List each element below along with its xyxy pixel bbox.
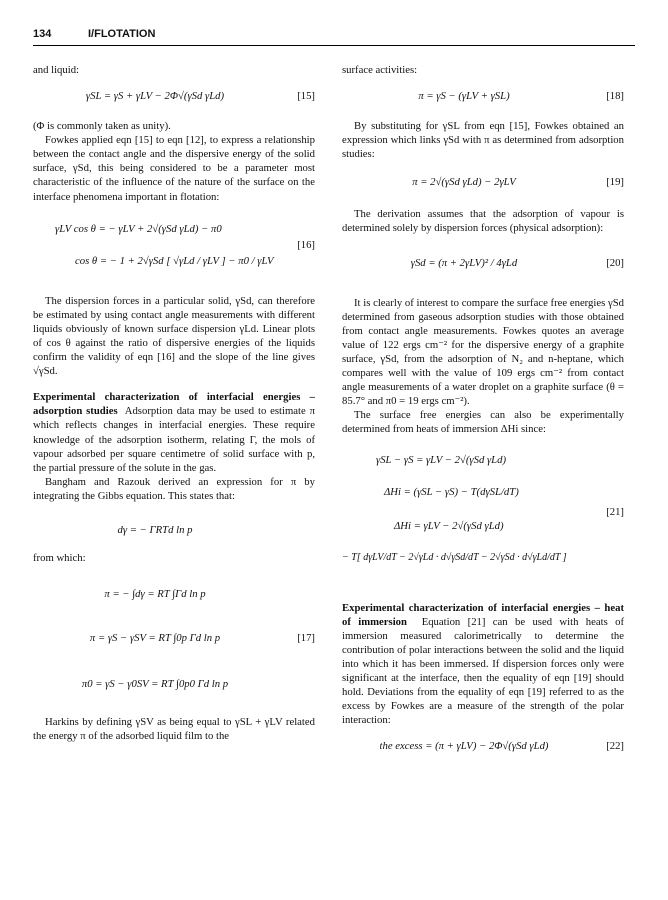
- equation-21: γSL − γS = γLV − 2√(γSd γLd) ΔHi = (γSL − γS) − T(dγSL/dT) ΔHi = γLV − 2√(γSd γLd) − T[ dγLV/dT − 2√γLd · d√γSd/dT − 2√γSd · d√γLd/dT ] [21]: [342, 453, 624, 563]
- paragraph: The surface free energies can also be experimentally determined from heats of immersion ΔHi since:: [342, 409, 624, 436]
- right-column: [342, 63, 624, 761]
- equation-number: [18]: [606, 90, 624, 103]
- equation-18: π = γS − (γLV + γSL) [18]: [418, 90, 624, 103]
- equation-20: γSd = (π + 2γLV)² / 4γLd [20]: [410, 256, 624, 269]
- equation-number: [17]: [297, 632, 315, 645]
- section-heading: Experimental characterization of interfacial energies – heat of immersion: [342, 601, 624, 628]
- equation-17: π = γS − γSV = RT ∫0p Γd ln p [17]: [89, 632, 315, 645]
- paragraph: surface activities:: [342, 64, 418, 76]
- equation-pi0: π0 = γS − γ0SV = RT ∫0p0 Γd ln p: [81, 678, 229, 691]
- paragraph: Fowkes applied eqn [15] to eqn [12], to express a relationship between the contact angle and the dispersive energy of the solid surface, γSd, this being considered to be a parameter most characteristic of the influence of the nature of the surface on the interface phenomena important in flotation:: [33, 134, 315, 203]
- paragraph: The dispersion forces in a particular solid, γSd, can therefore be estimated by using contact angle measurements with different liquids obviously of known surface dispersion γLd. Linear plots of cos θ against the ratio of dispersive energies of the liquids confirm the validity of eqn [16] and the slope of the line gives √γSd.: [33, 294, 315, 378]
- paragraph: Experimental characterization of interfacial energies – heat of immersion Equation [21] can be used with heats of immersion measured calorimetrically to determine the contribution of polar interactions between the solid and the liquid into which it has been immersed. If dispersion forces only were significant at the interface, then the equality of eqn [19] should hold. Deviations from the equality of eqn [19] referred to as the excess by Fowkes are a measure of the strength of the polar interaction:: [342, 601, 624, 727]
- paragraph: Harkins by defining γSV as being equal to γSL + γLV related the energy π of the adsorbed liquid film to the: [33, 716, 315, 743]
- section-heading: Experimental characterization of interfacial energies – adsorption studies: [33, 391, 315, 418]
- equation-16: γLV cos θ = − γLV + 2√(γSd γLd) − π0 cos θ = − 1 + 2√γSd [ √γLd / γLV ] − π0 / γLV [16]: [55, 222, 315, 267]
- paragraph: (Φ is commonly taken as unity).: [33, 120, 171, 133]
- section-title: I/FLOTATION: [88, 28, 156, 40]
- paragraph: and liquid:: [33, 64, 80, 76]
- running-header: [33, 25, 635, 46]
- equation-gibbs: dγ = − ΓRTd ln p: [117, 523, 193, 536]
- paragraph: Experimental characterization of interfacial energies – adsorption studies Adsorption data may be used to estimate π which reflects changes in interfacial energies. These require knowledge of the adsorption isotherm, relating Γ, the mols of vapour adsorbed per square centimetre of solid surface with p, the partial pressure of the solute in the gas.: [33, 391, 315, 474]
- equation-19: π = 2√(γSd γLd) − 2γLV [19]: [412, 176, 624, 189]
- paragraph: Bangham and Razouk derived an expression for π by integrating the Gibbs equation. This states that:: [33, 475, 315, 502]
- paragraph: It is clearly of interest to compare the surface free energies γSd determined from gaseous adsorption studies with those obtained from contact angle measurements. Fowkes quotes an average value of 122 ergs cm⁻² for the dispersive energy of a graphite surface, γSd, from the adsorption of N₂ and n-heptane, which compares well with the value of 109 ergs cm⁻² from contact angle measurements of a water droplet on a graphite surface (θ = 85.7° and π0 = 19 ergs cm⁻²).: [342, 296, 624, 408]
- equation-number: [15]: [297, 90, 315, 103]
- paragraph: from which:: [33, 551, 86, 564]
- equation-number: [20]: [606, 256, 624, 269]
- equation-15: γSL = γS + γLV − 2Φ√(γSd γLd) [15]: [85, 90, 315, 103]
- page-number: 134: [33, 28, 52, 40]
- equation-22: the excess = (π + γLV) − 2Φ√(γSd γLd) [22]: [379, 740, 624, 753]
- left-column: [33, 63, 315, 743]
- equation-integral: π = − ∫dγ = RT ∫Γd ln p: [104, 588, 206, 601]
- equation-number: [16]: [297, 238, 315, 251]
- equation-number: [19]: [606, 176, 624, 189]
- paragraph: By substituting for γSL from eqn [15], Fowkes obtained an expression which links γSd with π as determined from adsorption studies:: [342, 120, 624, 161]
- paragraph: The derivation assumes that the adsorption of vapour is determined solely by dispersion forces (physical adsorption):: [342, 208, 624, 235]
- equation-number: [22]: [606, 740, 624, 753]
- equation-number: [21]: [606, 505, 624, 518]
